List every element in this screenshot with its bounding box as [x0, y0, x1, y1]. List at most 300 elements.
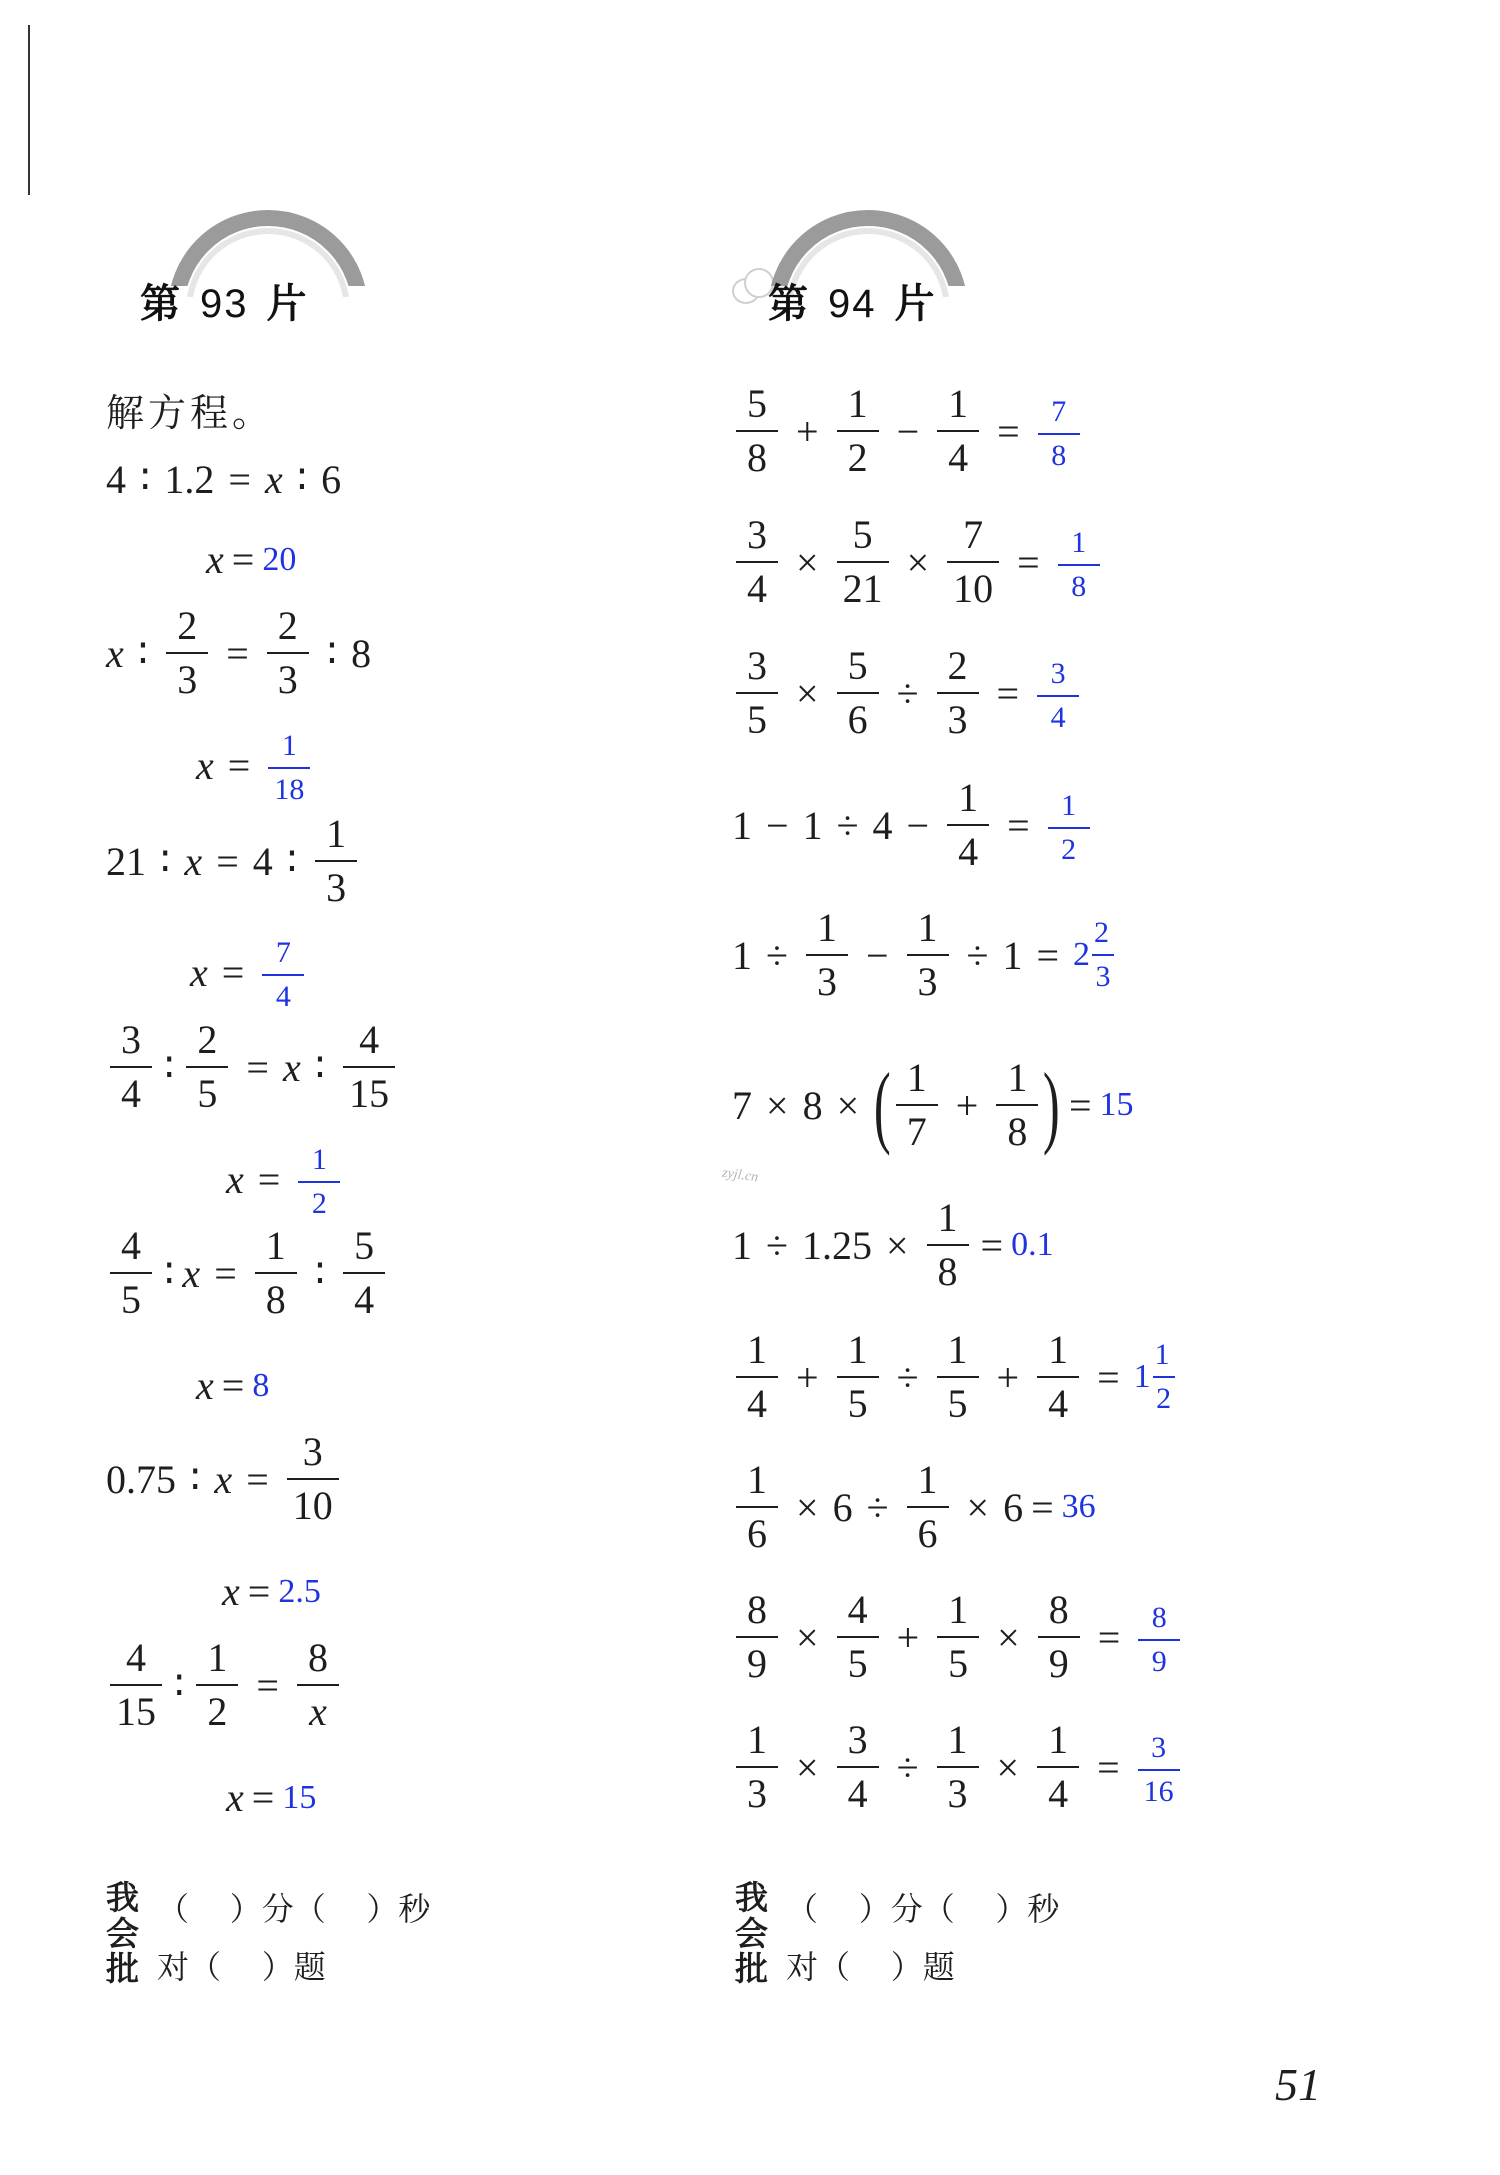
answer-value [264, 726, 314, 805]
denominator: 15 [343, 1066, 395, 1114]
plus-sign: + [796, 1354, 819, 1400]
numerator: 4 [126, 1635, 146, 1680]
ratio-sign: ∶ [314, 1250, 326, 1296]
equals-sign: = [216, 838, 239, 884]
variable-x: x [206, 537, 224, 582]
denominator: 9 [1038, 1636, 1080, 1684]
equals-sign: = [1007, 802, 1030, 848]
ratio-sign: ∶ [174, 1662, 185, 1708]
answer-93-2 [196, 726, 314, 805]
ratio-sign: ∶ [190, 1456, 201, 1502]
fraction [287, 1429, 339, 1528]
fraction [927, 1195, 969, 1294]
ratio-sign: ∶ [326, 630, 338, 676]
fraction [1037, 1717, 1079, 1816]
variable-x: x [222, 1569, 240, 1614]
answer-value [1073, 918, 1118, 992]
denominator: 8 [1058, 564, 1100, 602]
left-paren: ( [874, 1054, 891, 1156]
denominator: 3 [806, 954, 848, 1002]
fraction [947, 512, 999, 611]
divide-sign: ÷ [966, 932, 989, 978]
equals-sign: = [227, 743, 251, 788]
label-char: 我 [735, 1878, 768, 1917]
term: 1 [732, 1222, 752, 1268]
times-sign: × [997, 1614, 1020, 1660]
fraction [1138, 1600, 1180, 1678]
denominator: 8 [255, 1272, 297, 1320]
ratio-sign: ∶ [286, 838, 298, 884]
answer-93-4 [226, 1140, 344, 1219]
numerator: 1 [1071, 525, 1087, 559]
equals-sign: = [1031, 1484, 1054, 1530]
fraction [736, 1587, 778, 1686]
equals-sign: = [1097, 1614, 1121, 1660]
problem-94-8 [732, 1327, 1179, 1426]
problem-94-2 [732, 512, 1104, 611]
numerator: 1 [816, 905, 837, 950]
header-number: 94 [828, 282, 877, 326]
problem-94-9 [732, 1457, 1096, 1556]
score-line: 对（ ）题 [786, 1948, 955, 1986]
answer-93-5 [196, 1362, 269, 1409]
numerator: 4 [847, 1587, 868, 1632]
numerator: 1 [958, 775, 979, 820]
denominator: 5 [937, 1376, 979, 1424]
denominator: 8 [927, 1244, 969, 1292]
denominator: 8 [1038, 433, 1080, 471]
numerator: 5 [747, 381, 767, 426]
denominator: 10 [947, 561, 999, 609]
header-suffix: 片 [266, 282, 309, 326]
numerator: 3 [847, 1717, 868, 1762]
fraction [837, 1717, 879, 1816]
fraction [255, 1223, 297, 1322]
label-char: 批 [106, 1949, 139, 1989]
times-sign: × [796, 1744, 819, 1790]
ratio-sign: ∶ [160, 838, 171, 884]
numerator: 1 [917, 905, 938, 950]
numerator: 1 [906, 1055, 927, 1100]
equals-sign: = [251, 1775, 275, 1820]
term: 6 [1003, 1484, 1024, 1530]
denominator: 4 [837, 1766, 879, 1814]
problem-94-11 [732, 1717, 1184, 1816]
equals-sign: = [996, 670, 1020, 716]
fraction [947, 775, 989, 874]
label-char: 会 [106, 1913, 139, 1953]
term: 1.2 [164, 457, 215, 502]
left-self-check [106, 1880, 430, 1996]
numerator: 4 [121, 1223, 141, 1268]
numerator: 5 [354, 1223, 375, 1268]
problem-94-5 [732, 905, 1118, 1004]
ratio-sign: ∶ [164, 1250, 175, 1296]
minus-sign: − [906, 802, 930, 848]
denominator: 4 [937, 430, 979, 478]
instruction: 解方程。 [106, 391, 275, 435]
right-header [730, 210, 1030, 340]
fraction [166, 603, 208, 702]
equals-sign: = [221, 1363, 245, 1408]
answer-value [1054, 523, 1104, 602]
answer-value: 0.1 [1011, 1226, 1054, 1263]
fraction [996, 1055, 1038, 1154]
fraction [806, 905, 848, 1004]
fraction [1092, 918, 1114, 992]
fraction [837, 643, 879, 742]
left-header-title [140, 272, 309, 329]
denominator: 2 [298, 1181, 340, 1219]
equals-sign: = [1097, 1354, 1120, 1400]
score-line: 对（ ）题 [157, 1948, 326, 1986]
numerator: 1 [1061, 788, 1077, 822]
times-sign: × [966, 1484, 990, 1530]
fraction [937, 1327, 979, 1426]
numerator: 2 [197, 1017, 218, 1062]
term: 0.75 [106, 1456, 176, 1502]
denominator: 8 [996, 1104, 1038, 1152]
numerator: 3 [121, 1017, 141, 1062]
denominator: 4 [1037, 1376, 1079, 1424]
answer-93-3 [190, 933, 308, 1012]
watermark: zyjl.cn [721, 1165, 760, 1186]
denominator: 16 [1138, 1769, 1180, 1807]
fraction [110, 1635, 162, 1734]
denominator: 2 [837, 430, 879, 478]
times-sign: × [836, 1082, 860, 1128]
denominator: 4 [736, 561, 778, 609]
fraction [736, 1457, 778, 1556]
numerator: 7 [275, 936, 291, 969]
fraction [937, 1717, 979, 1816]
answer-value: 36 [1061, 1488, 1096, 1525]
numerator: 5 [847, 643, 868, 688]
fraction [937, 643, 979, 742]
denominator: 4 [110, 1066, 152, 1114]
numerator: 7 [1051, 394, 1067, 428]
equals-sign: = [1036, 932, 1060, 978]
answer-value: 15 [1099, 1086, 1134, 1123]
answer-value [1134, 1728, 1184, 1807]
fraction [1038, 1587, 1080, 1686]
answer-93-6 [222, 1568, 321, 1615]
term: 4 [106, 457, 126, 502]
right-header-title [768, 272, 937, 329]
answer-value [1134, 1598, 1184, 1677]
denominator: 6 [907, 1506, 949, 1554]
numerator: 1 [947, 1327, 968, 1372]
problem-93-5 [106, 1223, 389, 1322]
numerator: 8 [747, 1587, 767, 1632]
denominator: 3 [907, 954, 949, 1002]
denominator: 4 [1037, 1766, 1079, 1814]
term: 6 [832, 1484, 853, 1530]
fraction [907, 905, 949, 1004]
right-paren: ) [1043, 1054, 1061, 1156]
equals-sign: = [228, 457, 251, 502]
ratio-sign: ∶ [164, 1044, 175, 1090]
variable-x: x [190, 950, 208, 995]
fraction [1048, 788, 1090, 866]
ratio-sign: ∶ [296, 457, 308, 502]
equals-sign: = [226, 630, 249, 676]
numerator: 5 [852, 512, 873, 557]
problem-93-7 [106, 1635, 343, 1734]
fraction [907, 1457, 949, 1556]
denominator: 2 [1153, 1376, 1175, 1414]
left-column [0, 0, 700, 2175]
denominator: 21 [837, 561, 889, 609]
plus-sign: + [955, 1082, 979, 1128]
fraction [1037, 1327, 1079, 1426]
denominator: 5 [736, 692, 778, 740]
numerator: 3 [302, 1429, 323, 1474]
minus-sign: − [896, 408, 920, 454]
denominator: 4 [947, 824, 989, 872]
numerator: 8 [307, 1635, 328, 1680]
numerator: 2 [1094, 916, 1110, 949]
fraction [268, 731, 310, 805]
answer-93-1 [206, 536, 296, 583]
fraction [297, 1635, 339, 1734]
problem-94-3 [732, 643, 1083, 742]
denominator: 3 [166, 652, 208, 700]
fraction [1138, 1730, 1180, 1808]
denominator: x [297, 1684, 339, 1732]
problem-93-1 [106, 456, 341, 503]
numerator: 1 [311, 1143, 327, 1176]
fraction [736, 1327, 778, 1426]
header-number: 93 [200, 282, 249, 326]
minus-sign: − [766, 802, 789, 848]
term: 6 [321, 457, 342, 502]
answer-value [1044, 786, 1094, 865]
answer-value [1134, 1340, 1179, 1414]
denominator: 5 [110, 1272, 152, 1320]
fraction [186, 1017, 228, 1116]
fraction [837, 512, 889, 611]
header-prefix: 第 [140, 282, 182, 326]
times-sign: × [906, 539, 930, 585]
numerator: 1 [326, 811, 347, 856]
denominator: 7 [896, 1104, 938, 1152]
numerator: 1 [265, 1223, 286, 1268]
numerator: 3 [1050, 656, 1066, 690]
variable-x: x [264, 457, 283, 502]
answer-value: 15 [282, 1778, 317, 1816]
answer-value: 8 [252, 1366, 270, 1404]
divide-sign: ÷ [766, 1222, 788, 1268]
problem-94-10 [732, 1587, 1184, 1686]
fraction [937, 381, 979, 480]
variable-x: x [196, 1363, 214, 1408]
denominator: 5 [837, 1376, 879, 1424]
variable-x: x [282, 1044, 301, 1090]
ratio-sign: ∶ [140, 457, 151, 502]
ratio-sign: ∶ [137, 630, 149, 676]
self-check-label [106, 1880, 139, 1996]
time-line: （ ）分（ ）秒 [786, 1890, 1060, 1928]
denominator: 5 [186, 1066, 228, 1114]
denominator: 4 [343, 1272, 385, 1320]
term: 8 [802, 1082, 823, 1128]
times-sign: × [796, 1614, 819, 1660]
whole-part: 1 [1133, 1358, 1151, 1395]
denominator: 15 [110, 1684, 162, 1732]
denominator: 3 [267, 652, 309, 700]
numerator: 7 [963, 512, 984, 557]
divide-sign: ÷ [896, 1744, 919, 1790]
fraction [343, 1223, 385, 1322]
term: 1 [732, 932, 752, 978]
problem-94-1 [732, 381, 1084, 480]
denominator: 5 [937, 1636, 979, 1684]
equals-sign: = [221, 950, 245, 995]
numerator: 1 [1007, 1055, 1028, 1100]
fraction [110, 1017, 152, 1116]
denominator: 5 [837, 1636, 879, 1684]
numerator: 1 [947, 1717, 968, 1762]
equals-sign: = [246, 1044, 269, 1090]
denominator: 2 [1048, 827, 1090, 865]
label-char: 会 [735, 1913, 768, 1953]
equals-sign: = [246, 1456, 269, 1502]
denominator: 6 [736, 1506, 778, 1554]
denominator: 2 [196, 1684, 238, 1732]
denominator: 8 [736, 430, 778, 478]
problem-93-3 [106, 811, 361, 910]
fraction [315, 811, 357, 910]
term: 7 [732, 1082, 752, 1128]
numerator: 1 [207, 1635, 228, 1680]
variable-x: x [214, 1456, 233, 1502]
denominator: 9 [736, 1636, 778, 1684]
term: 8 [351, 630, 372, 676]
fraction [736, 381, 778, 480]
label-char: 我 [106, 1878, 139, 1917]
problem-93-4 [106, 1017, 399, 1116]
denominator: 3 [937, 692, 979, 740]
term: 1 [732, 802, 752, 848]
term: 1 [1002, 932, 1023, 978]
numerator: 3 [747, 643, 767, 688]
term: 4 [252, 838, 273, 884]
answer-value [294, 1140, 344, 1219]
denominator: 3 [315, 860, 357, 908]
divide-sign: ÷ [866, 1484, 889, 1530]
left-header [130, 210, 430, 340]
denominator: 18 [268, 767, 310, 805]
numerator: 2 [947, 643, 968, 688]
answer-value: 20 [262, 540, 297, 578]
problem-94-4 [732, 775, 1094, 874]
answer-value: 2.5 [278, 1572, 321, 1610]
header-suffix: 片 [894, 282, 937, 326]
fraction [736, 643, 778, 742]
denominator: 3 [1092, 954, 1114, 992]
numerator: 3 [747, 512, 767, 557]
denominator: 10 [287, 1478, 339, 1526]
fraction [110, 1223, 152, 1322]
variable-x: x [182, 1250, 201, 1296]
denominator: 3 [937, 1766, 979, 1814]
times-sign: × [796, 539, 819, 585]
page-number: 51 [1275, 2059, 1321, 2110]
numerator: 1 [917, 1457, 938, 1502]
problem-94-7 [732, 1195, 1054, 1294]
fraction [896, 1055, 938, 1154]
fraction [736, 512, 778, 611]
problem-94-6 [732, 1054, 1134, 1156]
fraction [343, 1017, 395, 1116]
fraction [837, 381, 879, 480]
fraction [937, 1587, 979, 1686]
answer-value [1033, 654, 1083, 733]
numerator: 1 [937, 1195, 958, 1240]
term: 1 [802, 802, 823, 848]
divide-sign: ÷ [896, 1354, 919, 1400]
equals-sign: = [997, 408, 1020, 454]
numerator: 1 [747, 1327, 767, 1372]
numerator: 8 [1151, 1600, 1167, 1634]
numerator: 1 [1154, 1338, 1170, 1371]
numerator: 1 [1048, 1717, 1069, 1762]
equals-sign: = [247, 1569, 271, 1614]
ratio-sign: ∶ [314, 1044, 326, 1090]
fraction [837, 1327, 879, 1426]
times-sign: × [796, 670, 819, 716]
times-sign: × [885, 1222, 909, 1268]
numerator: 1 [1048, 1327, 1069, 1372]
numerator: 8 [1048, 1587, 1069, 1632]
variable-x: x [106, 630, 124, 676]
answer-value [258, 933, 308, 1012]
denominator: 9 [1138, 1639, 1180, 1677]
fraction [837, 1587, 879, 1686]
variable-x: x [226, 1157, 244, 1202]
numerator: 1 [847, 381, 868, 426]
numerator: 1 [948, 381, 969, 426]
divide-sign: ÷ [896, 670, 919, 716]
problem-93-2 [106, 603, 372, 702]
numerator: 3 [1151, 1730, 1167, 1764]
denominator: 3 [736, 1766, 778, 1814]
fraction [736, 1717, 778, 1816]
right-column [730, 0, 1500, 2175]
numerator: 2 [277, 603, 298, 648]
header-prefix: 第 [768, 282, 810, 326]
fraction [262, 938, 304, 1012]
equals-sign: = [214, 1250, 237, 1296]
denominator: 4 [736, 1376, 778, 1424]
term: 21 [106, 838, 146, 884]
equals-sign: = [980, 1222, 1004, 1268]
whole-part: 2 [1073, 936, 1091, 973]
numerator: 1 [948, 1587, 969, 1632]
equals-sign: = [257, 1157, 281, 1202]
answer-93-7 [226, 1774, 316, 1821]
label-char: 批 [735, 1949, 768, 1989]
divide-sign: ÷ [836, 802, 859, 848]
denominator: 4 [262, 974, 304, 1012]
times-sign: × [796, 1484, 819, 1530]
fraction [1058, 525, 1100, 603]
equals-sign: = [1068, 1082, 1092, 1128]
numerator: 1 [747, 1457, 767, 1502]
variable-x: x [196, 743, 214, 788]
equals-sign: = [1017, 539, 1040, 585]
